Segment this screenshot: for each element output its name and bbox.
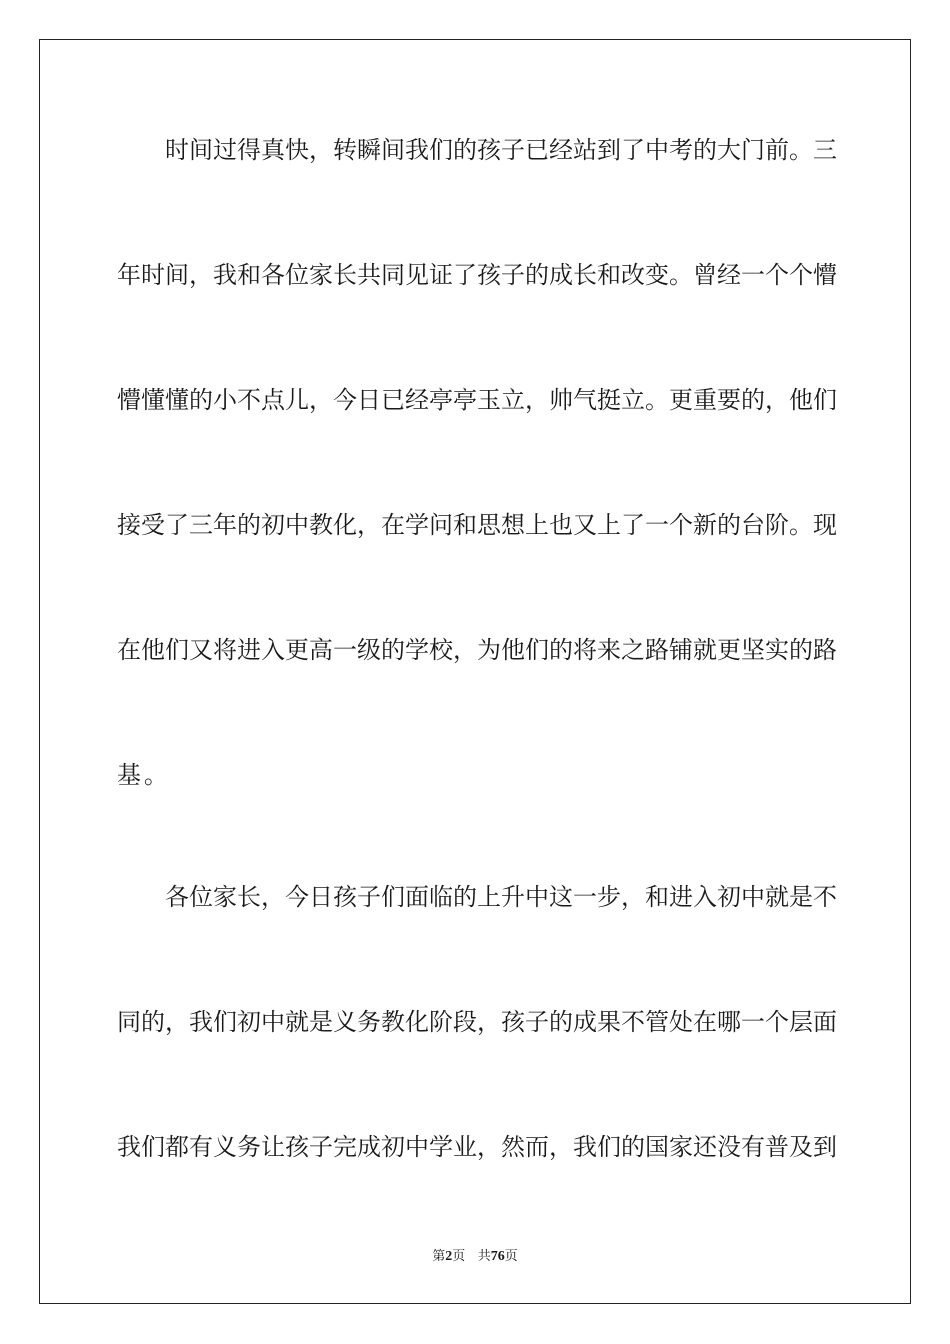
page-current: 2 bbox=[445, 1249, 453, 1264]
paragraph-1-line-5: 在他们又将进入更高一级的学校，为他们的将来之路铺就更坚实的路 bbox=[117, 636, 837, 664]
page-frame bbox=[39, 39, 911, 1304]
page-total: 76 bbox=[490, 1249, 505, 1264]
paragraph-1-line-6: 基。 bbox=[117, 761, 171, 789]
paragraph-2-line-1: 各位家长，今日孩子们面临的上升中这一步，和进入初中就是不 bbox=[165, 883, 837, 911]
paragraph-2-line-2: 同的，我们初中就是义务教化阶段，孩子的成果不管处在哪一个层面 bbox=[117, 1008, 837, 1036]
page-footer bbox=[0, 1245, 950, 1265]
page-prefix: 第 bbox=[432, 1249, 446, 1264]
paragraph-2-line-3: 我们都有义务让孩子完成初中学业，然而，我们的国家还没有普及到 bbox=[117, 1133, 837, 1161]
paragraph-1-line-4: 接受了三年的初中教化，在学问和思想上也又上了一个新的台阶。现 bbox=[117, 511, 837, 539]
total-prefix: 共 bbox=[477, 1249, 491, 1264]
paragraph-1-line-2: 年时间，我和各位家长共同见证了孩子的成长和改变。曾经一个个懵 bbox=[117, 261, 837, 289]
total-unit: 页 bbox=[504, 1249, 518, 1264]
page-unit: 页 bbox=[452, 1249, 466, 1264]
paragraph-1-line-1: 时间过得真快，转瞬间我们的孩子已经站到了中考的大门前。三 bbox=[165, 136, 837, 164]
paragraph-1-line-3: 懵懂懂的小不点儿，今日已经亭亭玉立，帅气挺立。更重要的，他们 bbox=[117, 386, 837, 414]
